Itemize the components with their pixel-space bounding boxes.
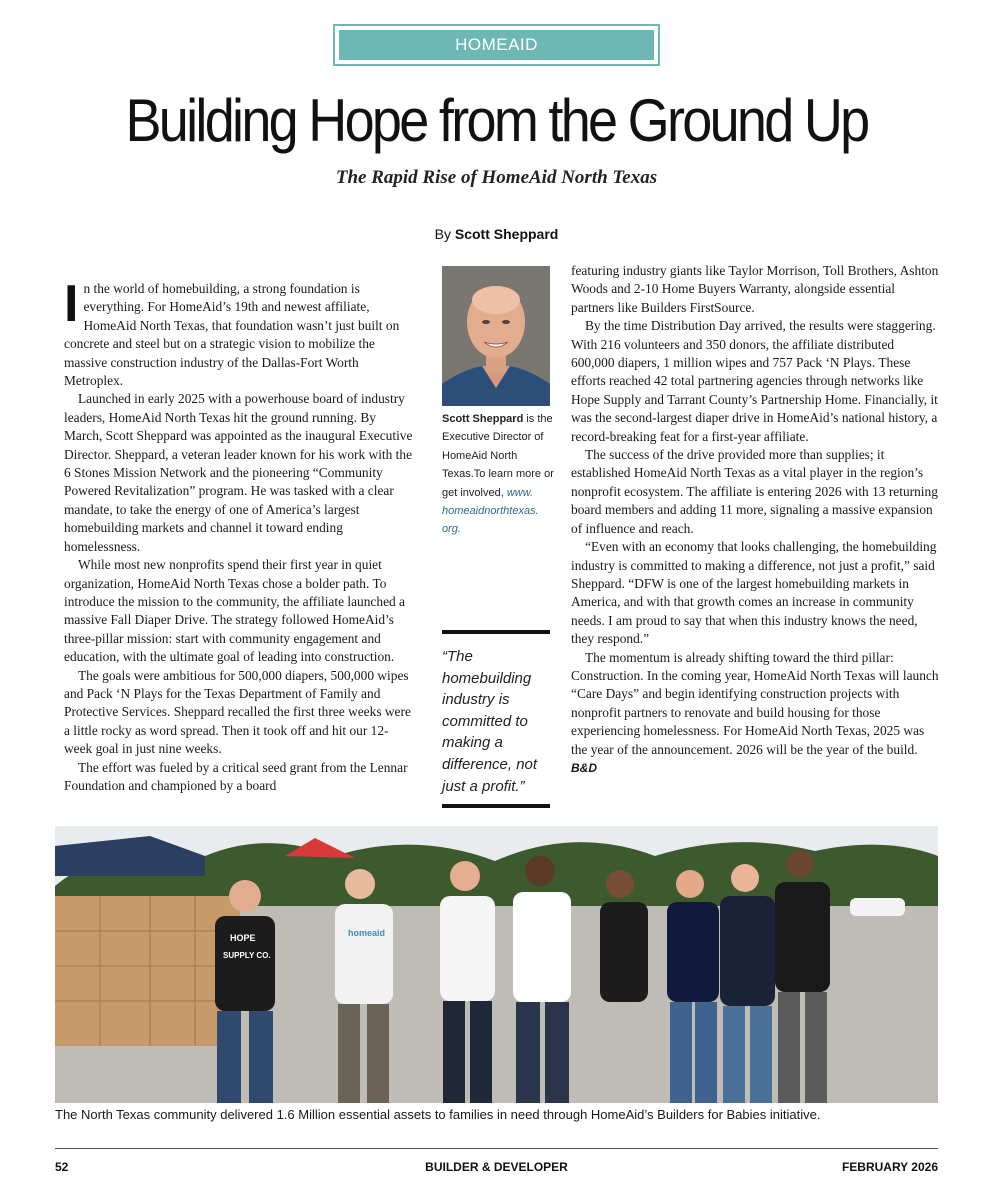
paragraph-4: The goals were ambitious for 500,000 diapers, 500,000 wipes and Pack ‘N Plays for the Texas Department of Family and Protective Services. Sheppard recalled the first three weeks were a little rocky as word spread. Then it took off and hit our 12-week goal in just nine weeks.	[64, 667, 411, 757]
pull-quote: “The homebuilding industry is committed to making a difference, not just a profit.”	[442, 648, 538, 795]
paragraph-2: Launched in early 2025 with a powerhouse board of industry leaders, HomeAid North Texas hit the ground running. By March, Scott Sheppard was appointed as the inaugural Executive Director. Sheppard, a veteran leader known for his work with the 6 Stones Mission Network and the pioneering “Community Powered Revitalization” program. He was tasked with a clear mandate, to take the energy of one of America’s largest homebuilding markets and channel it toward ending homelessness.	[64, 391, 413, 554]
paragraph-1-text: n the world of homebuilding, a strong foundation is everything. For HomeAid’s 19th and newest affiliate, HomeAid North Texas, that foundation wasn’t just built on concrete and steel but on a strategic vision to mobilize the massive construction industry of the Dallas-Fort Worth Metroplex.	[64, 281, 400, 389]
author-bio	[442, 410, 554, 539]
bio-name: Scott Sheppard	[442, 413, 524, 425]
page-number: 52	[55, 1160, 69, 1174]
event-photo	[55, 826, 938, 1103]
drop-cap: I	[64, 275, 79, 333]
bio-text: is the Executive Director of HomeAid North Texas.To learn more or get involved,	[442, 413, 554, 499]
right-column	[571, 262, 939, 777]
paragraph-5: The effort was fueled by a critical seed grant from the Lennar Foundation and championed by a board	[64, 759, 408, 793]
article-title: Building Hope from the Ground Up	[125, 87, 868, 154]
shirt-text-hope: HOPE	[230, 933, 256, 943]
paragraph-9: “Even with an economy that looks challenging, the homebuilding industry is committed to making a difference, not just a profit,” said Sheppard. “DFW is one of the largest homebuilding markets in America, and with that growth comes an increase in community needs. I am proud to say that when this industry knows the need, they respond.”	[571, 539, 937, 647]
paragraph-3: While most new nonprofits spend their first year in quiet organization, HomeAid North Texas chose a bolder path. To introduce the mission to the community, the affiliate launched a massive Fall Diaper Drive. The strategy followed HomeAid’s three-pillar mission: start with community engagement and education, with the ultimate goal of leading into construction.	[64, 557, 405, 665]
author-headshot	[442, 266, 550, 406]
volunteers-photo	[55, 826, 938, 1103]
headshot-image	[442, 266, 550, 406]
article-subtitle: The Rapid Rise of HomeAid North Texas	[335, 167, 658, 188]
pull-quote-top-rule	[442, 630, 550, 634]
byline-author: Scott Sheppard	[454, 226, 559, 242]
section-tag-label: HOMEAID	[339, 30, 654, 60]
shirt-text-supply: SUPPLY CO.	[223, 951, 271, 960]
paragraph-6: featuring industry giants like Taylor Morrison, Toll Brothers, Ashton Woods and 2-10 Home Buyers Warranty, alongside essential partners like Builders FirstSource.	[571, 263, 939, 315]
pull-quote-bottom-rule	[442, 804, 550, 808]
issue-date: FEBRUARY 2026	[841, 1160, 938, 1174]
paragraph-10	[571, 649, 939, 778]
paragraph-10-text: The momentum is already shifting toward the third pillar: Construction. In the coming year, HomeAid North Texas will launch “Care Days” and begin identifying construction projects with nonprofit partners to renovate and build housing for those experiencing homelessness. For HomeAid North Texas, 2025 was the year of the announcement. 2026 will be the year of the build.	[571, 649, 939, 757]
paragraph-1	[64, 275, 416, 390]
end-mark: B&D	[571, 760, 597, 775]
section-tag	[333, 24, 660, 66]
bio-link[interactable]: www. homeaidnorthtexas. org.	[442, 486, 539, 536]
byline-prefix: By	[434, 226, 451, 242]
publication-name: BUILDER & DEVELOPER	[425, 1160, 568, 1174]
shirt-text-homeaid: homeaid	[348, 928, 386, 938]
byline	[0, 226, 993, 242]
paragraph-8: The success of the drive provided more than supplies; it established HomeAid North Texas as a vital player in the region’s nonprofit ecosystem. The affiliate is entering 2026 with 13 returning board members and adding 11 more, signaling a massive expansion of influence and reach.	[571, 447, 938, 536]
footer-rule	[55, 1148, 938, 1149]
paragraph-7: By the time Distribution Day arrived, the results were staggering. With 216 volunteers and 350 donors, the affiliate distributed 600,000 diapers, 1 million wipes and 757 Pack ‘N Plays. These efforts reached 42 total partnering agencies through networks like Hope Supply and Tarrant County’s Partnership Home. Financially, it was the second-largest diaper drive in HomeAid’s national history, a record-breaking feat for a first-year affiliate.	[571, 318, 938, 444]
left-column	[64, 275, 416, 795]
photo-caption: The North Texas community delivered 1.6 Million essential assets to families in need through HomeAid’s Builders for Babies initiative.	[55, 1107, 821, 1122]
